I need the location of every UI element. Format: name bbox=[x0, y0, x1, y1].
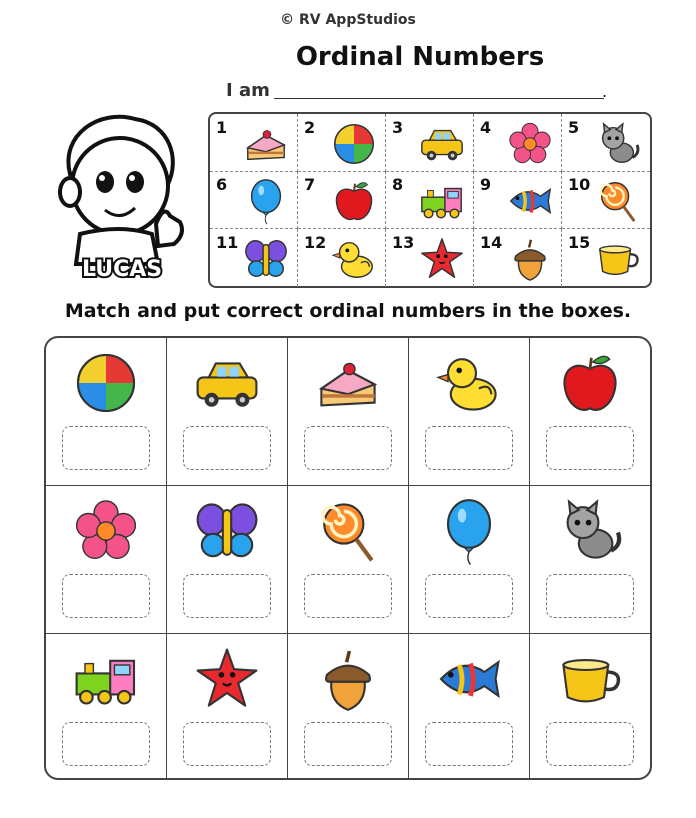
answer-box[interactable] bbox=[546, 722, 634, 766]
butterfly-icon bbox=[240, 235, 292, 283]
matching-cell bbox=[288, 338, 409, 486]
apple-icon bbox=[555, 348, 625, 418]
flower-icon bbox=[504, 120, 556, 168]
reference-number: 12 bbox=[304, 232, 327, 252]
cat-icon bbox=[592, 120, 644, 168]
reference-table bbox=[208, 112, 652, 288]
fish-icon bbox=[504, 177, 556, 225]
cake-icon bbox=[313, 348, 383, 418]
reference-number: 8 bbox=[392, 175, 404, 195]
reference-number: 14 bbox=[480, 232, 503, 252]
beach-ball-icon bbox=[328, 120, 380, 168]
matching-cell bbox=[167, 486, 288, 634]
reference-cell bbox=[562, 114, 650, 172]
starfish-icon bbox=[416, 235, 468, 283]
flower-icon bbox=[71, 496, 141, 566]
balloon-icon bbox=[434, 496, 504, 566]
duck-icon bbox=[328, 235, 380, 283]
answer-box[interactable] bbox=[183, 426, 271, 470]
svg-text:LUCAS: LUCAS bbox=[82, 257, 163, 282]
cake-icon bbox=[240, 120, 292, 168]
reference-number: 13 bbox=[392, 232, 415, 252]
matching-cell bbox=[288, 486, 409, 634]
reference-cell bbox=[298, 114, 386, 172]
reference-number: 10 bbox=[568, 175, 591, 195]
teacup-icon bbox=[555, 644, 625, 714]
reference-number: 6 bbox=[216, 175, 228, 195]
reference-cell bbox=[210, 229, 298, 287]
matching-cell bbox=[46, 634, 167, 780]
answer-box[interactable] bbox=[62, 426, 150, 470]
reference-number: 11 bbox=[216, 232, 239, 252]
reference-cell bbox=[474, 229, 562, 287]
matching-cell bbox=[530, 338, 651, 486]
reference-number: 5 bbox=[568, 118, 580, 137]
car-icon bbox=[416, 120, 468, 168]
reference-number: 15 bbox=[568, 232, 591, 252]
name-field[interactable] bbox=[226, 80, 616, 102]
acorn-icon bbox=[313, 644, 383, 714]
reference-cell bbox=[562, 229, 650, 287]
name-label: I am bbox=[226, 80, 270, 101]
answer-box[interactable] bbox=[425, 722, 513, 766]
matching-cell bbox=[409, 338, 530, 486]
cat-icon bbox=[555, 496, 625, 566]
matching-grid bbox=[44, 336, 652, 780]
reference-cell bbox=[298, 171, 386, 229]
answer-box[interactable] bbox=[183, 722, 271, 766]
reference-cell bbox=[386, 171, 474, 229]
name-line[interactable] bbox=[274, 98, 604, 99]
matching-cell bbox=[288, 634, 409, 780]
matching-cell bbox=[530, 486, 651, 634]
matching-cell bbox=[409, 486, 530, 634]
matching-cell bbox=[167, 634, 288, 780]
answer-box[interactable] bbox=[304, 574, 392, 618]
reference-number: 2 bbox=[304, 118, 316, 137]
reference-cell bbox=[210, 171, 298, 229]
answer-box[interactable] bbox=[546, 574, 634, 618]
teacup-icon bbox=[592, 235, 644, 283]
matching-cell bbox=[167, 338, 288, 486]
copyright: © RV AppStudios bbox=[280, 12, 416, 28]
answer-box[interactable] bbox=[62, 722, 150, 766]
train-icon bbox=[416, 177, 468, 225]
lollipop-icon bbox=[313, 496, 383, 566]
reference-number: 1 bbox=[216, 118, 228, 137]
starfish-icon bbox=[192, 644, 262, 714]
duck-icon bbox=[434, 348, 504, 418]
train-icon bbox=[71, 644, 141, 714]
balloon-icon bbox=[240, 177, 292, 225]
reference-cell bbox=[474, 114, 562, 172]
reference-cell bbox=[386, 229, 474, 287]
reference-cell bbox=[474, 171, 562, 229]
instruction: Match and put correct ordinal numbers in the boxes. bbox=[64, 300, 632, 322]
reference-cell bbox=[210, 114, 298, 172]
answer-box[interactable] bbox=[546, 426, 634, 470]
reference-cell bbox=[298, 229, 386, 287]
apple-icon bbox=[328, 177, 380, 225]
reference-cell bbox=[386, 114, 474, 172]
name-terminator: . bbox=[602, 82, 608, 101]
reference-cell bbox=[562, 171, 650, 229]
answer-box[interactable] bbox=[62, 574, 150, 618]
fish-icon bbox=[434, 644, 504, 714]
mascot-lucas bbox=[40, 104, 200, 284]
reference-number: 3 bbox=[392, 118, 404, 137]
answer-box[interactable] bbox=[304, 426, 392, 470]
reference-number: 7 bbox=[304, 175, 316, 195]
answer-box[interactable] bbox=[425, 574, 513, 618]
matching-cell bbox=[409, 634, 530, 780]
answer-box[interactable] bbox=[425, 426, 513, 470]
reference-number: 9 bbox=[480, 175, 492, 195]
car-icon bbox=[192, 348, 262, 418]
matching-cell bbox=[46, 486, 167, 634]
answer-box[interactable] bbox=[183, 574, 271, 618]
reference-number: 4 bbox=[480, 118, 492, 137]
lollipop-icon bbox=[592, 177, 644, 225]
answer-box[interactable] bbox=[304, 722, 392, 766]
acorn-icon bbox=[504, 235, 556, 283]
beach-ball-icon bbox=[71, 348, 141, 418]
butterfly-icon bbox=[192, 496, 262, 566]
matching-cell bbox=[530, 634, 651, 780]
matching-cell bbox=[46, 338, 167, 486]
page-title: Ordinal Numbers bbox=[295, 42, 545, 72]
